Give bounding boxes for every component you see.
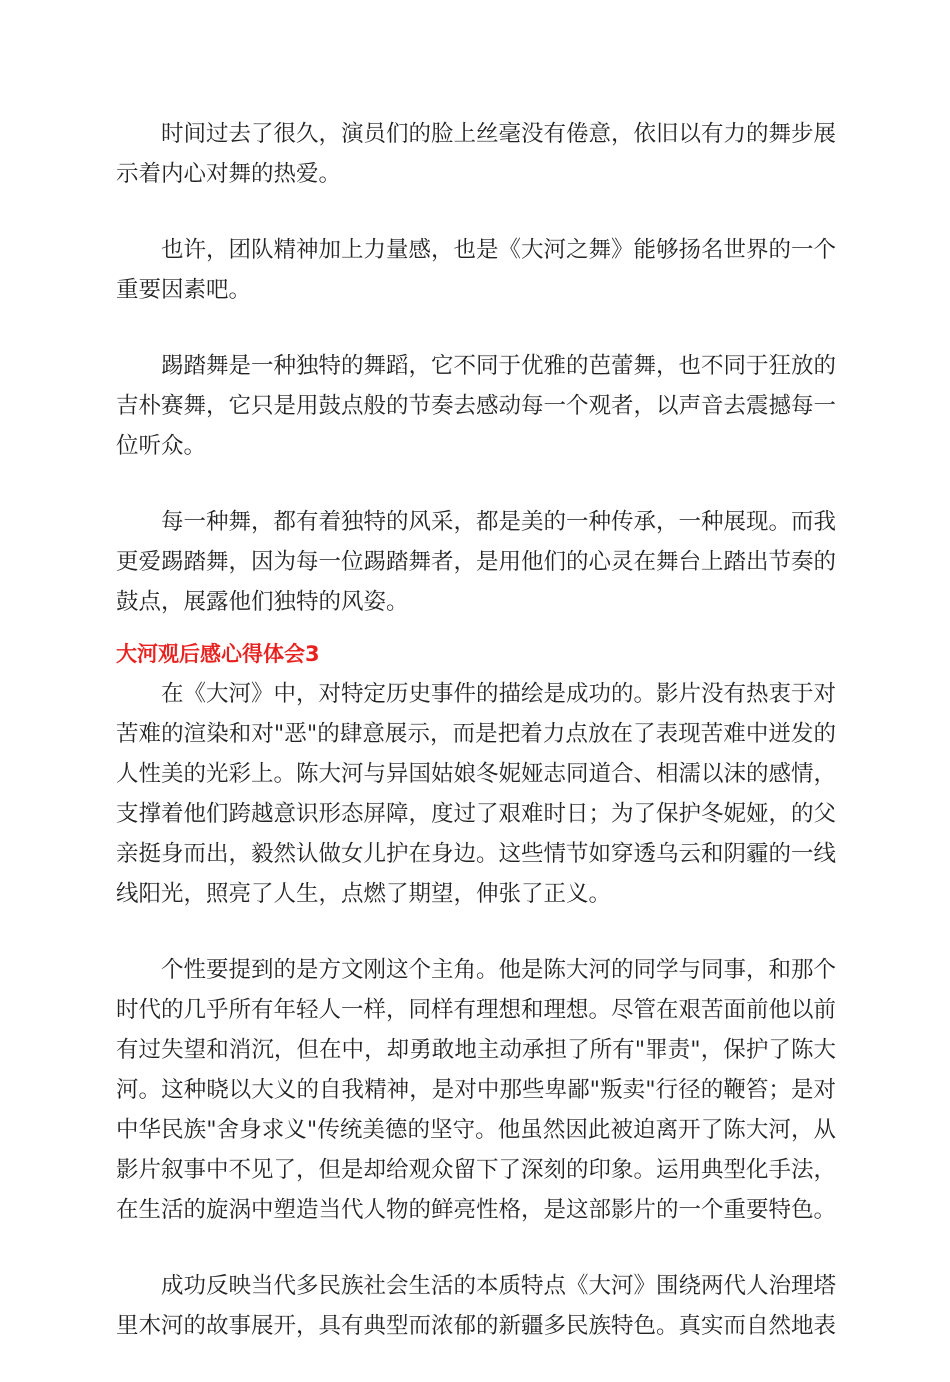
section-heading: 大河观后感心得体会3 [116,642,320,666]
paragraph-6: 个性要提到的是方文刚这个主角。他是陈大河的同学与同事，和那个时代的几乎所有年轻人一样，同样有理想和理想。尽管在艰苦面前他以前有过失望和消沉，但在中，却勇敢地主动承担了所有"罪责"，保护了陈大河。这种晓以大义的自我精神，是对中那些卑鄙"叛卖"行径的鞭笞；是对中华民族"舍身求义"传统美德的坚守。他虽然因此被迫离开了陈大河，从影片叙事中不见了，但是却给观众留下了深刻的印象。运用典型化手法，在生活的旋涡中塑造当代人物的鲜亮性格，是这部影片的一个重要特色。 [116,957,837,1223]
paragraph-1: 时间过去了很久，演员们的脸上丝毫没有倦意，依旧以有力的舞步展示着内心对舞的热爱。 [116,121,837,187]
paragraph-7: 成功反映当代多民族社会生活的本质特点《大河》围绕两代人治理塔里木河的故事展开，具有典型而浓郁的新疆多民族特色。真实而自然地表 [116,1273,837,1339]
document-body [116,114,836,1382]
paragraph-5: 在《大河》中，对特定历史事件的描绘是成功的。影片没有热衷于对苦难的渲染和对"恶"的肆意展示，而是把着力点放在了表现苦难中迸发的人性美的光彩上。陈大河与异国姑娘冬妮娅志同道合、相濡以沫的感情，支撑着他们跨越意识形态屏障，度过了艰难时日；为了保护冬妮娅，的父亲挺身而出，毅然认做女儿护在身边。这些情节如穿透乌云和阴霾的一线线阳光，照亮了人生，点燃了期望，伸张了正义。 [116,681,837,907]
paragraph-2: 也许，团队精神加上力量感，也是《大河之舞》能够扬名世界的一个重要因素吧。 [116,237,837,303]
paragraph-4: 每一种舞，都有着独特的风采，都是美的一种传承，一种展现。而我更爱踢踏舞，因为每一位踢踏舞者，是用他们的心灵在舞台上踏出节奏的鼓点，展露他们独特的风姿。 [116,509,837,615]
paragraph-3: 踢踏舞是一种独特的舞蹈，它不同于优雅的芭蕾舞，也不同于狂放的吉朴赛舞，它只是用鼓点般的节奏去感动每一个观者，以声音去震撼每一位听众。 [116,353,837,459]
